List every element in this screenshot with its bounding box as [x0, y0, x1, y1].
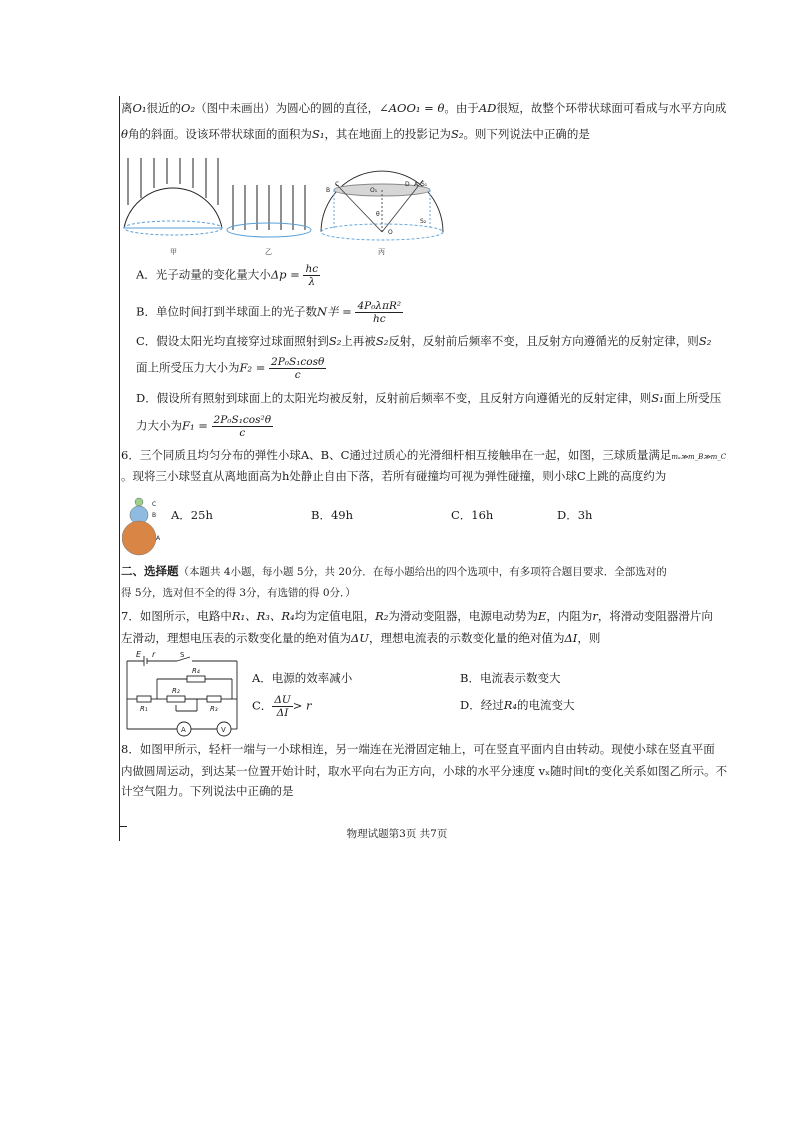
q6-line1 — [121, 448, 726, 464]
circuit-diagram — [122, 649, 242, 739]
fig-label: A — [414, 181, 419, 188]
denominator: c — [294, 369, 301, 381]
voltmeter-label: V — [221, 726, 226, 734]
text: 面上所受压 — [663, 391, 722, 405]
symbol: AD — [478, 101, 497, 115]
ammeter-label: A — [181, 726, 186, 734]
fraction — [272, 694, 292, 719]
symbol: S₁ — [311, 127, 325, 141]
symbol: S₂ — [375, 334, 389, 348]
ball-label-c: C — [152, 501, 157, 508]
fraction — [212, 414, 273, 439]
text: 。现将三小球竖直从离地面高为h处静止自由下落，若所有碰撞均可视为弹性碰撞，则小球C上跳的高度约为 — [121, 469, 667, 483]
circuit-label-r4: R₄ — [192, 667, 200, 675]
q8-line2: 内做圆周运动，到达某一位置开始计时，取水平向右为正方向，小球的水平分速度 vₓ随时间t的变化关系如图乙所示。不 — [121, 764, 728, 778]
figure-label-bing: 丙 — [378, 248, 385, 256]
circuit-label-e: E — [136, 650, 142, 659]
circuit-label-r1: R₁ — [140, 705, 148, 713]
text: ，理想电流表的示数变化量的绝对值为 — [369, 631, 565, 645]
q7-option-c — [252, 694, 312, 719]
symbol: S₁ — [651, 391, 664, 405]
symbol: ΔU — [351, 631, 369, 645]
fig-label: D — [405, 181, 410, 188]
circuit-label-r3: R₃ — [210, 705, 218, 713]
q7-option-a: A．电源的效率减小 — [252, 671, 353, 685]
text: （图中未画出）为圆心的圆的直径， — [195, 101, 380, 115]
symbol: S₂ — [698, 334, 712, 348]
text: 很短，故整个环带状球面可看成与水平方向成 — [496, 101, 727, 115]
intro-line-2 — [121, 127, 590, 141]
numerator: 2P₀S₁cosθ — [271, 356, 325, 368]
symbol: F₁ = — [182, 418, 208, 433]
text: 左滑动，理想电压表的示数变化量的绝对值为 — [121, 631, 351, 645]
q6-option-b: B．49h — [311, 508, 353, 522]
numerator: ΔU — [274, 694, 291, 706]
fig-label: θ — [376, 211, 380, 218]
text: 力大小为 — [136, 418, 182, 433]
circuit-label-r: r — [152, 650, 156, 659]
ball-label-a: A — [156, 535, 161, 542]
q6-line2 — [121, 469, 666, 483]
text: 均为定值电阻， — [294, 609, 376, 623]
q7-line2 — [121, 631, 600, 645]
section-title: 二、选择题 — [121, 564, 179, 578]
text: D．经过 — [460, 698, 504, 712]
q5-option-b — [136, 300, 403, 325]
circuit-label-s: S — [180, 651, 185, 659]
symbol: mₐ≫m_B≫m_C — [671, 453, 727, 461]
fig-label: S₂ — [420, 218, 427, 225]
q5-option-c-line2 — [136, 356, 326, 381]
q7-option-b: B．电流表示数变大 — [460, 671, 561, 685]
fraction — [303, 263, 320, 288]
q7-line1 — [121, 609, 713, 623]
numerator: 2P₀S₁cos²θ — [213, 414, 272, 426]
fig-label: S₁ — [421, 181, 428, 188]
text: 为滑动变阻器，电源电动势为 — [388, 609, 538, 623]
denominator: hc — [372, 313, 386, 325]
circuit-label-r2: R₂ — [172, 687, 180, 695]
symbol: R₄ — [503, 698, 518, 712]
denominator: c — [239, 427, 246, 439]
q7-option-d — [460, 698, 575, 712]
fig-label: O — [388, 229, 393, 236]
intro-line-1 — [121, 101, 726, 115]
text: 角的斜面。设该环带状球面的面积为 — [127, 127, 312, 141]
text: C． — [252, 698, 273, 713]
symbol: R₂ — [375, 609, 389, 623]
q5-option-c-line1 — [136, 334, 711, 348]
figure-label-jia: 甲 — [170, 248, 177, 256]
fig-label: C — [335, 181, 340, 188]
numerator: hc — [305, 263, 319, 275]
symbol: O₁ — [132, 101, 147, 115]
text: 。则下列说法中正确的是 — [463, 127, 590, 141]
q6-option-a: A．25h — [171, 508, 213, 522]
symbol: ΔI — [564, 631, 578, 645]
text: B．单位时间打到半球面上的光子数 — [136, 304, 317, 319]
fraction — [269, 356, 326, 381]
text: 面上所受压力大小为 — [136, 360, 240, 375]
text: ，将滑动变阻器滑片向 — [597, 609, 713, 623]
ball-label-b: B — [152, 512, 157, 519]
symbol: R₁、R₃、R₄ — [231, 609, 295, 623]
three-balls-figure — [122, 495, 167, 557]
text: 反射，反射前后频率不变，且反射方向遵循光的反射定律，则 — [388, 334, 699, 348]
hemisphere-figures — [118, 150, 448, 258]
symbol: ∠AOO₁ = θ — [379, 101, 445, 115]
symbol: E — [537, 609, 547, 623]
q5-option-d-line1 — [136, 391, 721, 405]
symbol: > r — [292, 698, 312, 713]
fraction — [355, 300, 403, 325]
text: ，则 — [577, 631, 601, 645]
page-footer: 物理试题第3页 共7页 — [346, 828, 448, 840]
text: C．假设太阳光均直接穿过球面照射到 — [136, 334, 329, 348]
q5-option-a — [136, 263, 320, 288]
text: 。由于 — [444, 101, 479, 115]
q5-option-d-line2 — [136, 414, 273, 439]
figure-jia — [124, 158, 222, 235]
symbol: S₂ — [328, 334, 342, 348]
section2-desc-2: 得 5分，选对但不全的得 3分，有选错的得 0分．） — [121, 587, 356, 599]
symbol: F₂ = — [239, 360, 266, 375]
numerator: 4P₀λπR² — [357, 300, 402, 312]
symbol: r — [592, 609, 598, 623]
q6-option-c: C．16h — [451, 508, 494, 522]
text: 6．三个同质且均匀分布的弹性小球A、B、C通过过质心的光滑细杆相互接触串在一起，如图，三球质量满足 — [121, 448, 672, 462]
figure-label-yi: 乙 — [265, 248, 272, 256]
q6-option-d: D．3h — [557, 508, 593, 522]
text: D．假设所有照射到球面上的太阳光均被反射，反射前后频率不变，且反射方向遵循光的反射定律，则 — [136, 391, 652, 405]
text: ，其在地面上的投影记为 — [324, 127, 451, 141]
q8-line1: 8．如图甲所示，轻杆一端与一小球相连，另一端连在光滑固定轴上，可在竖直平面内自由转动。现使小球在竖直平面 — [121, 742, 715, 756]
figure-yi — [227, 185, 311, 237]
fig-label: B — [326, 187, 331, 194]
q8-line3: 计空气阻力。下列说法中正确的是 — [121, 784, 294, 798]
section2-header — [121, 564, 667, 579]
symbol: θ — [121, 127, 128, 141]
symbol: N半 = — [316, 304, 352, 319]
text: A．光子动量的变化量大小 — [136, 267, 271, 282]
denominator: λ — [308, 276, 316, 288]
fig-label: O₁ — [370, 187, 378, 194]
section-desc: （本题共 4小题，每小题 5分，共 20分．在每小题给出的四个选项中，有多项符合题目要求．全部选对的 — [178, 566, 667, 578]
text: ，内阻为 — [546, 609, 593, 623]
text: 的电流变大 — [517, 698, 575, 712]
text: 很近的 — [146, 101, 182, 115]
text: 上再被 — [341, 334, 376, 348]
symbol: O₂ — [181, 101, 196, 115]
symbol: Δp = — [270, 267, 300, 282]
denominator: ΔI — [276, 707, 289, 719]
text: 7．如图所示，电路中 — [121, 609, 232, 623]
symbol: S₂ — [450, 127, 464, 141]
text: 离 — [121, 101, 133, 115]
